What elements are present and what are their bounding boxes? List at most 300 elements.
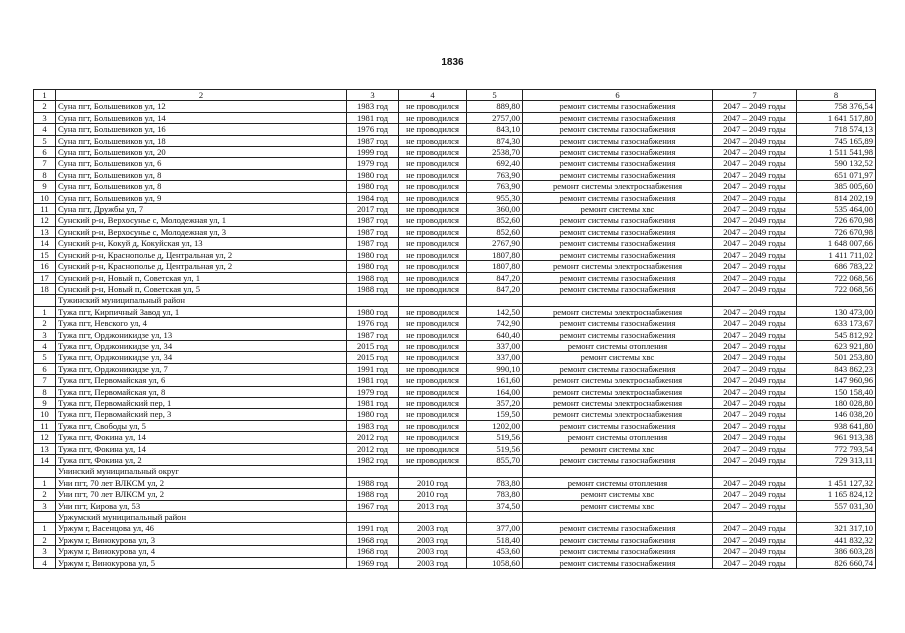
table-row <box>34 443 876 454</box>
cost-cell: 590 132,52 <box>797 158 876 169</box>
empty-cell <box>797 466 876 477</box>
last-repair-cell: не проводился <box>399 443 467 454</box>
last-repair-cell: не проводился <box>399 432 467 443</box>
row-number-cell: 6 <box>34 147 56 158</box>
period-cell: 2047 – 2049 годы <box>713 169 797 180</box>
area-cell: 852,60 <box>467 215 523 226</box>
address-cell: Тужа пгт, Первомайская ул, 8 <box>56 386 347 397</box>
period-cell: 2047 – 2049 годы <box>713 226 797 237</box>
repair-type-cell: ремонт системы электроснабжения <box>523 397 713 408</box>
address-cell: Суна пгт, Большевиков ул, 20 <box>56 147 347 158</box>
cost-cell: 535 464,00 <box>797 204 876 215</box>
row-number-cell: 16 <box>34 261 56 272</box>
repair-type-cell: ремонт системы газоснабжения <box>523 283 713 294</box>
last-repair-cell: 2003 год <box>399 534 467 545</box>
last-repair-cell: не проводился <box>399 352 467 363</box>
commission-year-cell: 1988 год <box>347 477 399 488</box>
commission-year-cell: 1980 год <box>347 409 399 420</box>
column-number: 4 <box>399 90 467 101</box>
repair-type-cell: ремонт системы газоснабжения <box>523 546 713 557</box>
address-cell: Сунский р-н, Новый п, Советская ул, 1 <box>56 272 347 283</box>
address-cell: Тужа пгт, Первомайский пер, 1 <box>56 397 347 408</box>
last-repair-cell: не проводился <box>399 397 467 408</box>
row-number-cell: 17 <box>34 272 56 283</box>
commission-year-cell: 1999 год <box>347 147 399 158</box>
repair-type-cell: ремонт системы электроснабжения <box>523 261 713 272</box>
address-cell: Сунский р-н, Кокуй д, Кокуйская ул, 13 <box>56 238 347 249</box>
repair-type-cell: ремонт системы хвс <box>523 500 713 511</box>
cost-cell: 772 793,54 <box>797 443 876 454</box>
cost-cell: 722 068,56 <box>797 272 876 283</box>
last-repair-cell: 2003 год <box>399 523 467 534</box>
area-cell: 742,90 <box>467 318 523 329</box>
period-cell: 2047 – 2049 годы <box>713 420 797 431</box>
area-cell: 164,00 <box>467 386 523 397</box>
area-cell: 763,90 <box>467 181 523 192</box>
period-cell: 2047 – 2049 годы <box>713 557 797 568</box>
address-cell: Тужа пгт, Фокина ул, 2 <box>56 455 347 466</box>
table-row <box>34 238 876 249</box>
period-cell: 2047 – 2049 годы <box>713 455 797 466</box>
repair-type-cell: ремонт системы газоснабжения <box>523 455 713 466</box>
table-row <box>34 340 876 351</box>
column-number: 5 <box>467 90 523 101</box>
table-row <box>34 135 876 146</box>
area-cell: 161,60 <box>467 375 523 386</box>
address-cell: Уржум г, Винокурова ул, 3 <box>56 534 347 545</box>
period-cell: 2047 – 2049 годы <box>713 523 797 534</box>
table-row <box>34 112 876 123</box>
address-cell: Суна пгт, Большевиков ул, 14 <box>56 112 347 123</box>
repair-type-cell: ремонт системы газоснабжения <box>523 329 713 340</box>
area-cell: 519,56 <box>467 432 523 443</box>
cost-cell: 651 071,97 <box>797 169 876 180</box>
empty-cell <box>713 295 797 306</box>
row-number-cell: 18 <box>34 283 56 294</box>
commission-year-cell: 1982 год <box>347 455 399 466</box>
commission-year-cell: 1988 год <box>347 283 399 294</box>
period-cell: 2047 – 2049 годы <box>713 124 797 135</box>
area-cell: 1202,00 <box>467 420 523 431</box>
address-cell: Суна пгт, Большевиков ул, 12 <box>56 101 347 112</box>
repair-type-cell: ремонт системы газоснабжения <box>523 249 713 260</box>
table-row <box>34 534 876 545</box>
cost-cell: 321 317,10 <box>797 523 876 534</box>
cost-cell: 718 574,13 <box>797 124 876 135</box>
table-row <box>34 329 876 340</box>
table-row <box>34 409 876 420</box>
last-repair-cell: не проводился <box>399 147 467 158</box>
period-cell: 2047 – 2049 годы <box>713 101 797 112</box>
commission-year-cell: 1980 год <box>347 181 399 192</box>
last-repair-cell: 2010 год <box>399 477 467 488</box>
last-repair-cell: не проводился <box>399 455 467 466</box>
commission-year-cell: 1981 год <box>347 397 399 408</box>
repair-type-cell: ремонт системы газоснабжения <box>523 523 713 534</box>
repair-type-cell: ремонт системы электроснабжения <box>523 386 713 397</box>
commission-year-cell: 1969 год <box>347 557 399 568</box>
commission-year-cell: 2012 год <box>347 443 399 454</box>
table-row <box>34 204 876 215</box>
address-cell: Суна пгт, Большевиков ул, 6 <box>56 158 347 169</box>
repair-type-cell: ремонт системы газоснабжения <box>523 557 713 568</box>
last-repair-cell: не проводился <box>399 318 467 329</box>
area-cell: 855,70 <box>467 455 523 466</box>
row-number-cell: 5 <box>34 352 56 363</box>
row-number-cell: 4 <box>34 124 56 135</box>
period-cell: 2047 – 2049 годы <box>713 386 797 397</box>
area-cell: 377,00 <box>467 523 523 534</box>
last-repair-cell: 2010 год <box>399 489 467 500</box>
cost-cell: 150 158,40 <box>797 386 876 397</box>
last-repair-cell: не проводился <box>399 124 467 135</box>
cost-cell: 441 832,32 <box>797 534 876 545</box>
table-row <box>34 124 876 135</box>
address-cell: Уни пгт, 70 лет ВЛКСМ ул, 2 <box>56 489 347 500</box>
last-repair-cell: не проводился <box>399 101 467 112</box>
table-row <box>34 420 876 431</box>
row-number-cell: 7 <box>34 158 56 169</box>
row-number-cell: 8 <box>34 169 56 180</box>
table-row <box>34 523 876 534</box>
area-cell: 847,20 <box>467 272 523 283</box>
row-number-cell: 13 <box>34 226 56 237</box>
address-cell: Сунский р-н, Краснополье д, Центральная ул, 2 <box>56 249 347 260</box>
repair-type-cell: ремонт системы газоснабжения <box>523 147 713 158</box>
repair-type-cell: ремонт системы хвс <box>523 352 713 363</box>
column-number: 1 <box>34 90 56 101</box>
last-repair-cell: не проводился <box>399 158 467 169</box>
table-row <box>34 318 876 329</box>
row-number-cell: 2 <box>34 318 56 329</box>
cost-cell: 726 670,98 <box>797 215 876 226</box>
cost-cell: 758 376,54 <box>797 101 876 112</box>
cost-cell: 826 660,74 <box>797 557 876 568</box>
repair-type-cell: ремонт системы отопления <box>523 340 713 351</box>
repair-type-cell: ремонт системы газоснабжения <box>523 318 713 329</box>
row-number-cell: 15 <box>34 249 56 260</box>
period-cell: 2047 – 2049 годы <box>713 249 797 260</box>
empty-cell <box>797 512 876 523</box>
last-repair-cell: 2003 год <box>399 557 467 568</box>
row-number-cell: 11 <box>34 420 56 431</box>
row-number-cell: 2 <box>34 489 56 500</box>
table-row <box>34 557 876 568</box>
empty-cell <box>34 466 56 477</box>
row-number-cell: 10 <box>34 192 56 203</box>
empty-cell <box>399 466 467 477</box>
commission-year-cell: 1979 год <box>347 386 399 397</box>
commission-year-cell: 1968 год <box>347 546 399 557</box>
area-cell: 357,20 <box>467 397 523 408</box>
area-cell: 453,60 <box>467 546 523 557</box>
row-number-cell: 3 <box>34 112 56 123</box>
table-row <box>34 147 876 158</box>
empty-cell <box>467 295 523 306</box>
row-number-cell: 12 <box>34 215 56 226</box>
area-cell: 783,80 <box>467 489 523 500</box>
row-number-cell: 7 <box>34 375 56 386</box>
period-cell: 2047 – 2049 годы <box>713 261 797 272</box>
address-cell: Суна пгт, Большевиков ул, 8 <box>56 181 347 192</box>
column-number-row <box>34 90 876 101</box>
table-row <box>34 306 876 317</box>
area-cell: 1058,60 <box>467 557 523 568</box>
period-cell: 2047 – 2049 годы <box>713 135 797 146</box>
commission-year-cell: 1980 год <box>347 261 399 272</box>
period-cell: 2047 – 2049 годы <box>713 443 797 454</box>
empty-cell <box>467 512 523 523</box>
last-repair-cell: не проводился <box>399 340 467 351</box>
area-cell: 763,90 <box>467 169 523 180</box>
table-row <box>34 375 876 386</box>
commission-year-cell: 1979 год <box>347 158 399 169</box>
section-row <box>34 512 876 523</box>
row-number-cell: 14 <box>34 455 56 466</box>
cost-cell: 386 603,28 <box>797 546 876 557</box>
last-repair-cell: не проводился <box>399 135 467 146</box>
repair-type-cell: ремонт системы газоснабжения <box>523 215 713 226</box>
address-cell: Тужа пгт, Орджоникидзе ул, 7 <box>56 363 347 374</box>
period-cell: 2047 – 2049 годы <box>713 546 797 557</box>
address-cell: Суна пгт, Дружбы ул, 7 <box>56 204 347 215</box>
table-row <box>34 249 876 260</box>
period-cell: 2047 – 2049 годы <box>713 147 797 158</box>
address-cell: Суна пгт, Большевиков ул, 9 <box>56 192 347 203</box>
table-row <box>34 455 876 466</box>
commission-year-cell: 1987 год <box>347 329 399 340</box>
area-cell: 1807,80 <box>467 261 523 272</box>
area-cell: 990,10 <box>467 363 523 374</box>
area-cell: 843,10 <box>467 124 523 135</box>
empty-cell <box>713 466 797 477</box>
cost-cell: 1 648 007,66 <box>797 238 876 249</box>
capital-repair-table <box>33 89 876 569</box>
column-number: 8 <box>797 90 876 101</box>
cost-cell: 938 641,80 <box>797 420 876 431</box>
cost-cell: 722 068,56 <box>797 283 876 294</box>
row-number-cell: 4 <box>34 557 56 568</box>
table-row <box>34 158 876 169</box>
repair-type-cell: ремонт системы электроснабжения <box>523 409 713 420</box>
area-cell: 2767,90 <box>467 238 523 249</box>
period-cell: 2047 – 2049 годы <box>713 112 797 123</box>
period-cell: 2047 – 2049 годы <box>713 192 797 203</box>
row-number-cell: 4 <box>34 340 56 351</box>
last-repair-cell: не проводился <box>399 272 467 283</box>
address-cell: Уни пгт, 70 лет ВЛКСМ ул, 2 <box>56 477 347 488</box>
last-repair-cell: 2013 год <box>399 500 467 511</box>
commission-year-cell: 1980 год <box>347 169 399 180</box>
repair-type-cell: ремонт системы газоснабжения <box>523 135 713 146</box>
commission-year-cell: 1983 год <box>347 101 399 112</box>
table-row <box>34 272 876 283</box>
area-cell: 518,40 <box>467 534 523 545</box>
last-repair-cell: не проводился <box>399 420 467 431</box>
table-row <box>34 500 876 511</box>
commission-year-cell: 1991 год <box>347 363 399 374</box>
row-number-cell: 2 <box>34 101 56 112</box>
period-cell: 2047 – 2049 годы <box>713 306 797 317</box>
period-cell: 2047 – 2049 годы <box>713 352 797 363</box>
cost-cell: 729 313,11 <box>797 455 876 466</box>
period-cell: 2047 – 2049 годы <box>713 272 797 283</box>
address-cell: Тужа пгт, Первомайская ул, 6 <box>56 375 347 386</box>
table-row <box>34 432 876 443</box>
last-repair-cell: не проводился <box>399 386 467 397</box>
section-title: Унинский муниципальный округ <box>56 466 347 477</box>
row-number-cell: 9 <box>34 181 56 192</box>
table-row <box>34 101 876 112</box>
table-row <box>34 261 876 272</box>
commission-year-cell: 1991 год <box>347 523 399 534</box>
repair-type-cell: ремонт системы электроснабжения <box>523 375 713 386</box>
period-cell: 2047 – 2049 годы <box>713 375 797 386</box>
section-row <box>34 466 876 477</box>
row-number-cell: 13 <box>34 443 56 454</box>
address-cell: Уржум г, Васенцова ул, 46 <box>56 523 347 534</box>
repair-type-cell: ремонт системы газоснабжения <box>523 192 713 203</box>
cost-cell: 385 005,60 <box>797 181 876 192</box>
section-title: Тужинский муниципальный район <box>56 295 347 306</box>
period-cell: 2047 – 2049 годы <box>713 181 797 192</box>
last-repair-cell: не проводился <box>399 204 467 215</box>
repair-type-cell: ремонт системы отопления <box>523 432 713 443</box>
area-cell: 374,50 <box>467 500 523 511</box>
table-row <box>34 226 876 237</box>
column-number: 2 <box>56 90 347 101</box>
commission-year-cell: 2012 год <box>347 432 399 443</box>
area-cell: 2757,00 <box>467 112 523 123</box>
commission-year-cell: 1968 год <box>347 534 399 545</box>
table-row <box>34 386 876 397</box>
cost-cell: 1 511 541,98 <box>797 147 876 158</box>
area-cell: 692,40 <box>467 158 523 169</box>
commission-year-cell: 1984 год <box>347 192 399 203</box>
section-row <box>34 295 876 306</box>
repair-type-cell: ремонт системы отопления <box>523 477 713 488</box>
area-cell: 640,40 <box>467 329 523 340</box>
table-row <box>34 397 876 408</box>
commission-year-cell: 1967 год <box>347 500 399 511</box>
commission-year-cell: 1980 год <box>347 306 399 317</box>
last-repair-cell: не проводился <box>399 169 467 180</box>
row-number-cell: 1 <box>34 306 56 317</box>
area-cell: 783,80 <box>467 477 523 488</box>
commission-year-cell: 2017 год <box>347 204 399 215</box>
cost-cell: 745 165,89 <box>797 135 876 146</box>
last-repair-cell: не проводился <box>399 261 467 272</box>
cost-cell: 623 921,80 <box>797 340 876 351</box>
area-cell: 955,30 <box>467 192 523 203</box>
area-cell: 142,50 <box>467 306 523 317</box>
empty-cell <box>347 512 399 523</box>
commission-year-cell: 1981 год <box>347 375 399 386</box>
repair-type-cell: ремонт системы хвс <box>523 443 713 454</box>
area-cell: 360,00 <box>467 204 523 215</box>
table-row <box>34 192 876 203</box>
period-cell: 2047 – 2049 годы <box>713 329 797 340</box>
commission-year-cell: 1976 год <box>347 318 399 329</box>
address-cell: Тужа пгт, Фокина ул, 14 <box>56 443 347 454</box>
period-cell: 2047 – 2049 годы <box>713 318 797 329</box>
empty-cell <box>713 512 797 523</box>
table-row <box>34 181 876 192</box>
period-cell: 2047 – 2049 годы <box>713 534 797 545</box>
empty-cell <box>523 512 713 523</box>
cost-cell: 1 165 824,12 <box>797 489 876 500</box>
column-number: 7 <box>713 90 797 101</box>
empty-cell <box>797 295 876 306</box>
address-cell: Суна пгт, Большевиков ул, 18 <box>56 135 347 146</box>
period-cell: 2047 – 2049 годы <box>713 215 797 226</box>
page-number: 1836 <box>441 57 464 68</box>
row-number-cell: 12 <box>34 432 56 443</box>
commission-year-cell: 1980 год <box>347 249 399 260</box>
period-cell: 2047 – 2049 годы <box>713 283 797 294</box>
repair-type-cell: ремонт системы газоснабжения <box>523 534 713 545</box>
cost-cell: 843 862,23 <box>797 363 876 374</box>
area-cell: 1807,80 <box>467 249 523 260</box>
period-cell: 2047 – 2049 годы <box>713 238 797 249</box>
last-repair-cell: не проводился <box>399 192 467 203</box>
last-repair-cell: не проводился <box>399 363 467 374</box>
last-repair-cell: не проводился <box>399 409 467 420</box>
row-number-cell: 3 <box>34 500 56 511</box>
area-cell: 337,00 <box>467 352 523 363</box>
table-row <box>34 352 876 363</box>
empty-cell <box>347 295 399 306</box>
cost-cell: 130 473,00 <box>797 306 876 317</box>
commission-year-cell: 1988 год <box>347 489 399 500</box>
commission-year-cell: 1987 год <box>347 215 399 226</box>
address-cell: Сунский р-н, Верхосунье с, Молодежная ул, 3 <box>56 226 347 237</box>
period-cell: 2047 – 2049 годы <box>713 477 797 488</box>
row-number-cell: 2 <box>34 534 56 545</box>
cost-cell: 633 173,67 <box>797 318 876 329</box>
area-cell: 519,56 <box>467 443 523 454</box>
row-number-cell: 3 <box>34 546 56 557</box>
repair-type-cell: ремонт системы хвс <box>523 489 713 500</box>
repair-type-cell: ремонт системы газоснабжения <box>523 363 713 374</box>
cost-cell: 146 038,20 <box>797 409 876 420</box>
area-cell: 159,50 <box>467 409 523 420</box>
row-number-cell: 1 <box>34 523 56 534</box>
cost-cell: 686 783,22 <box>797 261 876 272</box>
period-cell: 2047 – 2049 годы <box>713 489 797 500</box>
cost-cell: 726 670,98 <box>797 226 876 237</box>
last-repair-cell: не проводился <box>399 181 467 192</box>
address-cell: Уржум г, Винокурова ул, 5 <box>56 557 347 568</box>
row-number-cell: 9 <box>34 397 56 408</box>
address-cell: Суна пгт, Большевиков ул, 16 <box>56 124 347 135</box>
empty-cell <box>34 512 56 523</box>
address-cell: Суна пгт, Большевиков ул, 8 <box>56 169 347 180</box>
last-repair-cell: не проводился <box>399 226 467 237</box>
period-cell: 2047 – 2049 годы <box>713 204 797 215</box>
repair-type-cell: ремонт системы газоснабжения <box>523 124 713 135</box>
address-cell: Уни пгт, Кирова ул, 53 <box>56 500 347 511</box>
row-number-cell: 14 <box>34 238 56 249</box>
empty-cell <box>523 295 713 306</box>
repair-type-cell: ремонт системы газоснабжения <box>523 101 713 112</box>
address-cell: Сунский р-н, Краснополье д, Центральная ул, 2 <box>56 261 347 272</box>
row-number-cell: 10 <box>34 409 56 420</box>
commission-year-cell: 1983 год <box>347 420 399 431</box>
commission-year-cell: 1987 год <box>347 238 399 249</box>
repair-type-cell: ремонт системы газоснабжения <box>523 238 713 249</box>
last-repair-cell: не проводился <box>399 249 467 260</box>
